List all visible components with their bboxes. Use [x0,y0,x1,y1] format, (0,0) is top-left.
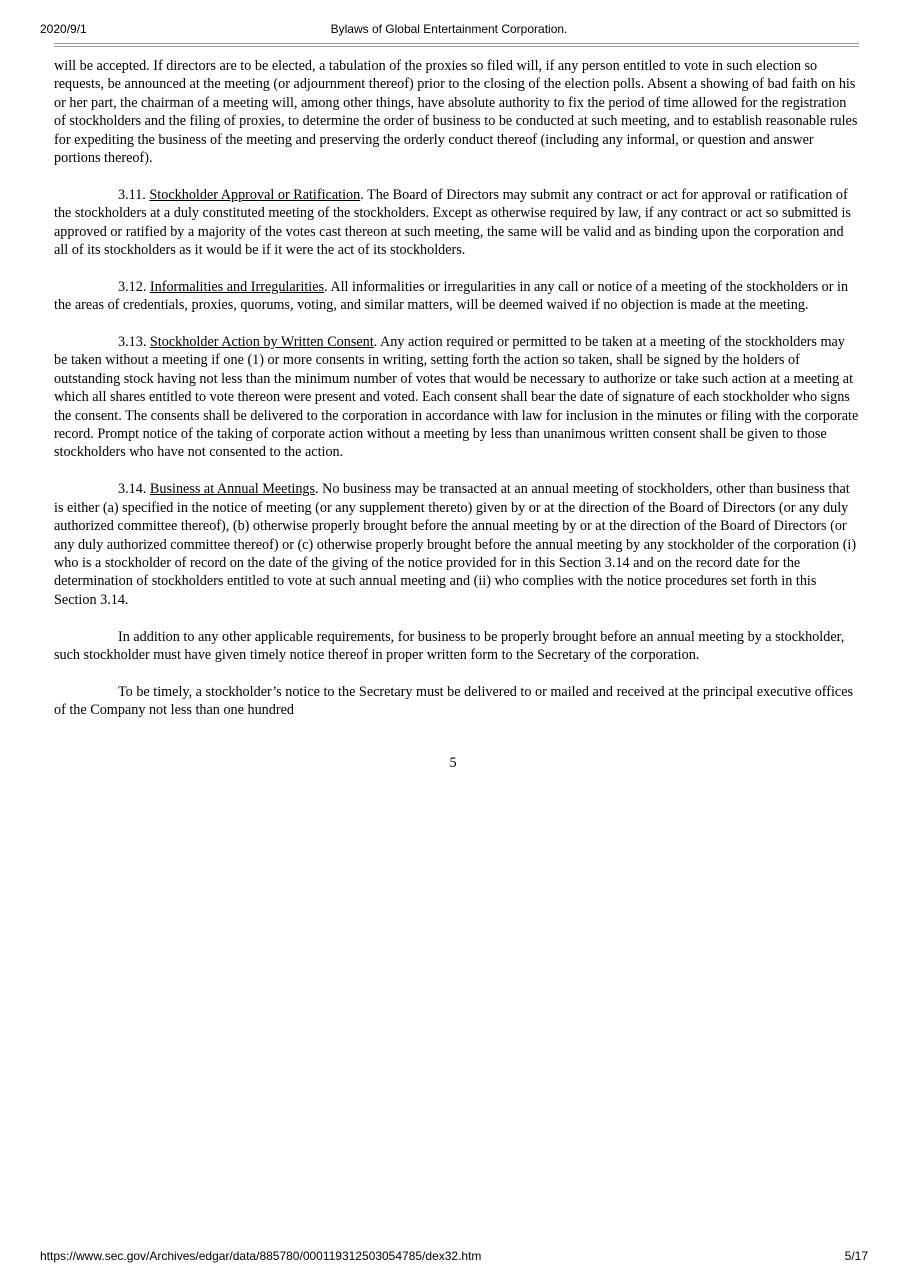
section-text: . No business may be transacted at an annual meeting of stockholders, other than business that is either (a) specified in the notice of meeting (or any supplement thereto) given by or at the direction of the Board of Directors (or any duly authorized committee thereof), (b) otherwise properly brought before the annual meeting by or at the direction of the Board of Directors (or any duly authorized committee thereof) or (c) otherwise properly brought before the annual meeting by any stockholder of the corporation (i) who is a stockholder of record on the date of the giving of the notice provided for in this Section 3.14 and on the record date for the determination of stockholders entitled to vote at such annual meeting and (ii) who complies with the notice procedures set forth in this Section 3.14. [54,481,857,608]
section-number: 3.11. [118,186,146,203]
print-date: 2020/9/1 [40,22,87,36]
source-url: https://www.sec.gov/Archives/edgar/data/885780/000119312503054785/dex32.htm [40,1249,482,1263]
timely-notice-paragraph: To be timely, a stockholder’s notice to the Secretary must be delivered to or mailed and received at the principal executive offices of the Company not less than one hundred [54,683,854,719]
print-footer [40,1249,868,1265]
section-heading: Stockholder Approval or Ratification [149,186,361,203]
section-number: 3.12. [118,278,147,295]
section-3-14 [54,480,859,609]
section-heading: Stockholder Action by Written Consent [149,334,374,351]
section-heading: Informalities and Irregularities [149,278,325,295]
header-divider [54,43,859,47]
section-text: . Any action required or permitted to be taken at a meeting of the stockholders may be taken without a meeting if one (1) or more consents in writing, setting forth the action so taken, shall be signed by the holders of outstanding stock having not less than the minimum number of votes that would be necessary to authorize or take such action at a meeting at which all shares entitled to vote thereon were present and voted. Each consent shall bear the date of signature of each stockholder who signs the consent. The consents shall be delivered to the corporation in accordance with law for inclusion in the minutes or filing with the corporate record. Prompt notice of the taking of corporate action without a meeting by less than unanimous written consent shall be given to those stockholders who have not consented to the action. [54,334,859,461]
section-text: . The Board of Directors may submit any contract or act for approval or ratification of the stockholders at a duly constituted meeting of the stockholders. Except as otherwise required by law, if any contract or act so submitted is approved or ratified by a majority of the votes cast thereon at such meeting, the same will be valid and as binding upon the corporation and all of its stockholders as it would be if it were the act of its stockholders. [54,186,851,259]
page-count: 5/17 [844,1249,868,1263]
section-text: . All informalities or irregularities in any call or notice of a meeting of the stockholders or in the areas of credentials, proxies, quorums, voting, and similar matters, will be deemed waived if no objection is made at the meeting. [54,278,849,314]
continuation-paragraph: will be accepted. If directors are to be elected, a tabulation of the proxies so filed will, if any person entitled to vote in such election so requests, be announced at the meeting (or adjournment thereof) prior to the closing of the election polls. Absent a showing of bad faith on his or her part, the chairman of a meeting will, among other things, have absolute authority to fix the period of time allowed for the registration of stockholders and the filing of proxies, to determine the order of business to be conducted at such meeting, and to establish reasonable rules for expediting the business of the meeting and preserving the orderly conduct thereof (including any informal, or question and answer portions thereof). [54,58,858,167]
section-heading: Business at Annual Meetings [149,481,316,498]
page-number: 5 [449,755,457,771]
section-number: 3.14. [118,481,147,498]
section-3-12 [54,278,859,315]
section-3-11 [54,186,859,260]
document-title: Bylaws of Global Entertainment Corporation. [330,22,568,36]
section-number: 3.13. [118,334,147,351]
print-header [40,22,858,38]
document-body [54,57,859,738]
additional-requirements-paragraph: In addition to any other applicable requirements, for business to be properly brought before an annual meeting by a stockholder, such stockholder must have given timely notice thereof in proper written form to the Secretary of the corporation. [54,628,845,663]
section-3-13 [54,333,859,462]
